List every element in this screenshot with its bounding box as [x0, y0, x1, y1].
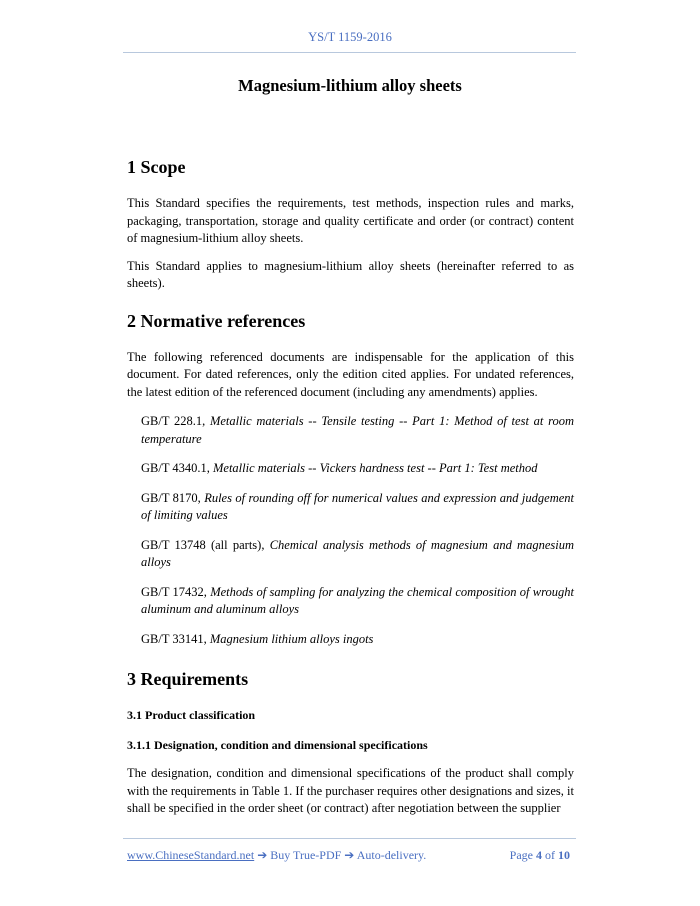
- reference-item: [141, 413, 574, 448]
- reference-code: GB/T 33141,: [141, 631, 207, 646]
- section-normative-heading: 2 Normative references: [127, 310, 306, 331]
- reference-title: Metallic materials -- Vickers hardness test -- Part 1: Test method: [213, 461, 538, 475]
- reference-item: [141, 537, 574, 572]
- standard-code: YS/T 1159-2016: [308, 30, 392, 44]
- document-body: [127, 156, 574, 818]
- page-of: of: [545, 848, 555, 862]
- reference-title: Metallic materials -- Tensile testing -- Part 1: Method of test at room temperature: [141, 414, 575, 446]
- page-total: 10: [558, 848, 570, 862]
- reference-code: GB/T 8170,: [141, 490, 201, 505]
- reference-item: [141, 584, 574, 619]
- requirements-paragraph: The designation, condition and dimensional specifications of the product shall comply with the requirements in Table 1. If the purchaser requires other designations and sizes, it shall be specified in the order sheet (or contract) after negotiation between the supplier: [127, 766, 574, 815]
- page-indicator: [510, 848, 570, 863]
- scope-paragraph-2: This Standard applies to magnesium-lithium alloy sheets (hereinafter referred to as sheets).: [127, 258, 574, 290]
- document-title: Magnesium-lithium alloy sheets: [238, 76, 462, 95]
- subsection-designation: 3.1.1 Designation, condition and dimensional specifications: [127, 738, 428, 752]
- reference-code: GB/T 228.1,: [141, 414, 206, 428]
- arrow-right-icon: ➔: [344, 848, 355, 862]
- reference-title: Magnesium lithium alloys ingots: [209, 631, 374, 646]
- reference-title: Methods of sampling for analyzing the chemical composition of wrought aluminum and aluminum alloys: [141, 584, 574, 616]
- reference-title: Rules of rounding off for numerical values and expression and judgement of limiting values: [141, 490, 575, 522]
- page-current: 4: [536, 848, 542, 862]
- reference-item: [141, 631, 574, 649]
- reference-code: GB/T 4340.1,: [141, 461, 210, 475]
- reference-item: [141, 460, 574, 478]
- reference-code: GB/T 17432,: [141, 584, 207, 599]
- scope-paragraph-1: This Standard specifies the requirements, test methods, inspection rules and marks, packaging, transportation, storage and quality certificate and order (or contract) content of magnesium-lithium alloy sheets.: [127, 196, 574, 245]
- arrow-right-icon: ➔: [257, 848, 268, 862]
- page-footer: [127, 848, 574, 863]
- reference-item: [141, 490, 574, 525]
- reference-title: Chemical analysis methods of magnesium and magnesium alloys: [141, 537, 574, 569]
- buy-pdf-link[interactable]: Buy True-PDF: [270, 848, 342, 862]
- subsection-product-classification: 3.1 Product classification: [127, 708, 256, 722]
- header-rule: [123, 52, 576, 53]
- page-label: Page: [509, 848, 533, 862]
- website-link[interactable]: www.ChineseStandard.net: [127, 848, 255, 862]
- reference-code: GB/T 13748 (all parts),: [141, 537, 265, 552]
- footer-rule: [123, 838, 576, 839]
- section-scope-heading: 1 Scope: [127, 157, 186, 177]
- normative-intro: The following referenced documents are indispensable for the application of this document. For dated references, only the edition cited applies. For undated references, the latest edition of the referenced document (including any amendments) applies.: [127, 349, 574, 399]
- section-requirements-heading: 3 Requirements: [127, 669, 249, 689]
- auto-delivery-text: Auto-delivery.: [356, 848, 427, 862]
